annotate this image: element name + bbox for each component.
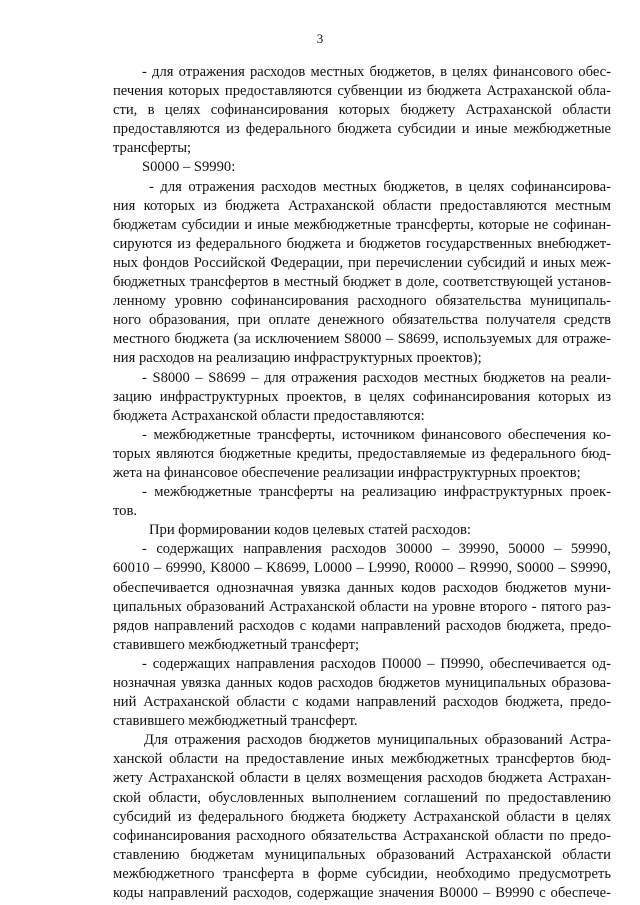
text-line: бюджетам субсидии и иные межбюджетные трансферты, которые не софинан- [113, 216, 611, 233]
text-line: - для отражения расходов местных бюджетов, в целях финансового обес- [142, 64, 611, 80]
text-line: ской области, обусловленных выполнением соглашений по предоставлению [113, 789, 611, 806]
text-line: ставлению бюджетам муниципальных образований Астраханской области [113, 846, 611, 863]
text-line: обеспечивается однозначная увязка данных кодов расходов бюджетов муни- [113, 579, 611, 596]
text-line: сируются из федерального бюджета и бюджетов государственных внебюджет- [113, 235, 611, 252]
text-line: софинансирования расходного обязательства Астраханской области по предо- [113, 827, 611, 844]
text-line: тов. [113, 503, 138, 520]
text-line: - содержащих направления расходов 30000 – 39990, 50000 – 59990, [142, 541, 611, 558]
text-line: 60010 – 69990, K8000 – K8699, L0000 – L9990, R0000 – R9990, S0000 – S9990, [113, 560, 611, 577]
text-line: сти, в целях софинансирования которых бюджету Астраханской области [113, 102, 611, 119]
text-line: местного бюджета (за исключением S8000 – S8699, используемых для отраже- [113, 331, 611, 348]
text-line: ного образования, при оплате денежного обязательства получателя средств [113, 312, 611, 329]
text-line: зацию инфраструктурных проектов, в целях софинансирования которых из [113, 388, 611, 405]
text-line: ния которых из бюджета Астраханской области предоставляются местным [113, 197, 611, 214]
text-line: бюджетных трансфертов в местный бюджет в доле, соответствующей установ- [113, 274, 611, 291]
text-line: ханской области на предоставление иных межбюджетных трансфертов бюд- [113, 751, 611, 768]
text-line: предоставляются из федерального бюджета субсидии и иные межбюджетные [113, 121, 611, 138]
text-line: - S8000 – S8699 – для отражения расходов местных бюджетов на реали- [142, 369, 611, 386]
text-line: ния расходов на реализацию инфраструктурных проектов); [113, 350, 482, 367]
page-number: 3 [316, 31, 324, 46]
text-line: ний Астраханской области с кодами направлений расходов бюджета, предо- [113, 694, 611, 711]
text-line: - содержащих направления расходов П0000 – П9990, обеспечивается од- [142, 655, 611, 672]
text-line: ставившего межбюджетный трансферт; [113, 636, 360, 653]
text-line: S0000 – S9990: [142, 159, 236, 176]
text-line: ципальных образований Астраханской области на уровне второго - пятого раз- [113, 598, 611, 615]
text-line: рядов направлений расходов с кодами направлений расходов бюджета, предо- [113, 617, 611, 634]
text-line: При формировании кодов целевых статей расходов: [149, 522, 471, 539]
text-line: - для отражения расходов местных бюджетов, в целях софинансирова- [149, 178, 611, 195]
document-body [113, 63, 611, 903]
text-line: ленному уровню софинансирования расходного обязательства муниципаль- [113, 293, 611, 310]
text-line: торых являются бюджетные кредиты, предоставляемые из федерального бюд- [113, 445, 611, 462]
text-line: ставившего межбюджетный трансферт. [113, 713, 358, 730]
text-line: нозначная увязка данных кодов расходов бюджетов муниципальных образова- [113, 675, 611, 691]
text-line: жета на финансовое обеспечение реализации инфраструктурных проектов; [113, 464, 581, 481]
text-line: печения которых предоставляются субвенции из бюджета Астраханской обла- [113, 83, 611, 100]
text-line: Для отражения расходов бюджетов муниципальных образований Астра- [144, 732, 611, 749]
text-line: - межбюджетные трансферты, источником финансового обеспечения ко- [142, 426, 611, 443]
text-line: - межбюджетные трансферты на реализацию инфраструктурных проек- [142, 484, 611, 501]
text-line: субсидий из федерального бюджета бюджету Астраханской области в целях [113, 808, 611, 825]
text-line: ных фондов Российской Федерации, при перечислении субсидий и иных меж- [113, 254, 611, 271]
text-line: жету Астраханской области в целях возмещения расходов бюджета Астрахан- [113, 770, 611, 787]
text-line: бюджета Астраханской области предоставляются: [113, 407, 425, 424]
text-line: межбюджетного трансферта в форме субсидии, необходимо предусмотреть [113, 865, 611, 882]
text-line: коды направлений расходов, содержащие значения В0000 – В9990 с обеспече- [113, 885, 611, 902]
text-line: трансферты; [113, 140, 192, 157]
